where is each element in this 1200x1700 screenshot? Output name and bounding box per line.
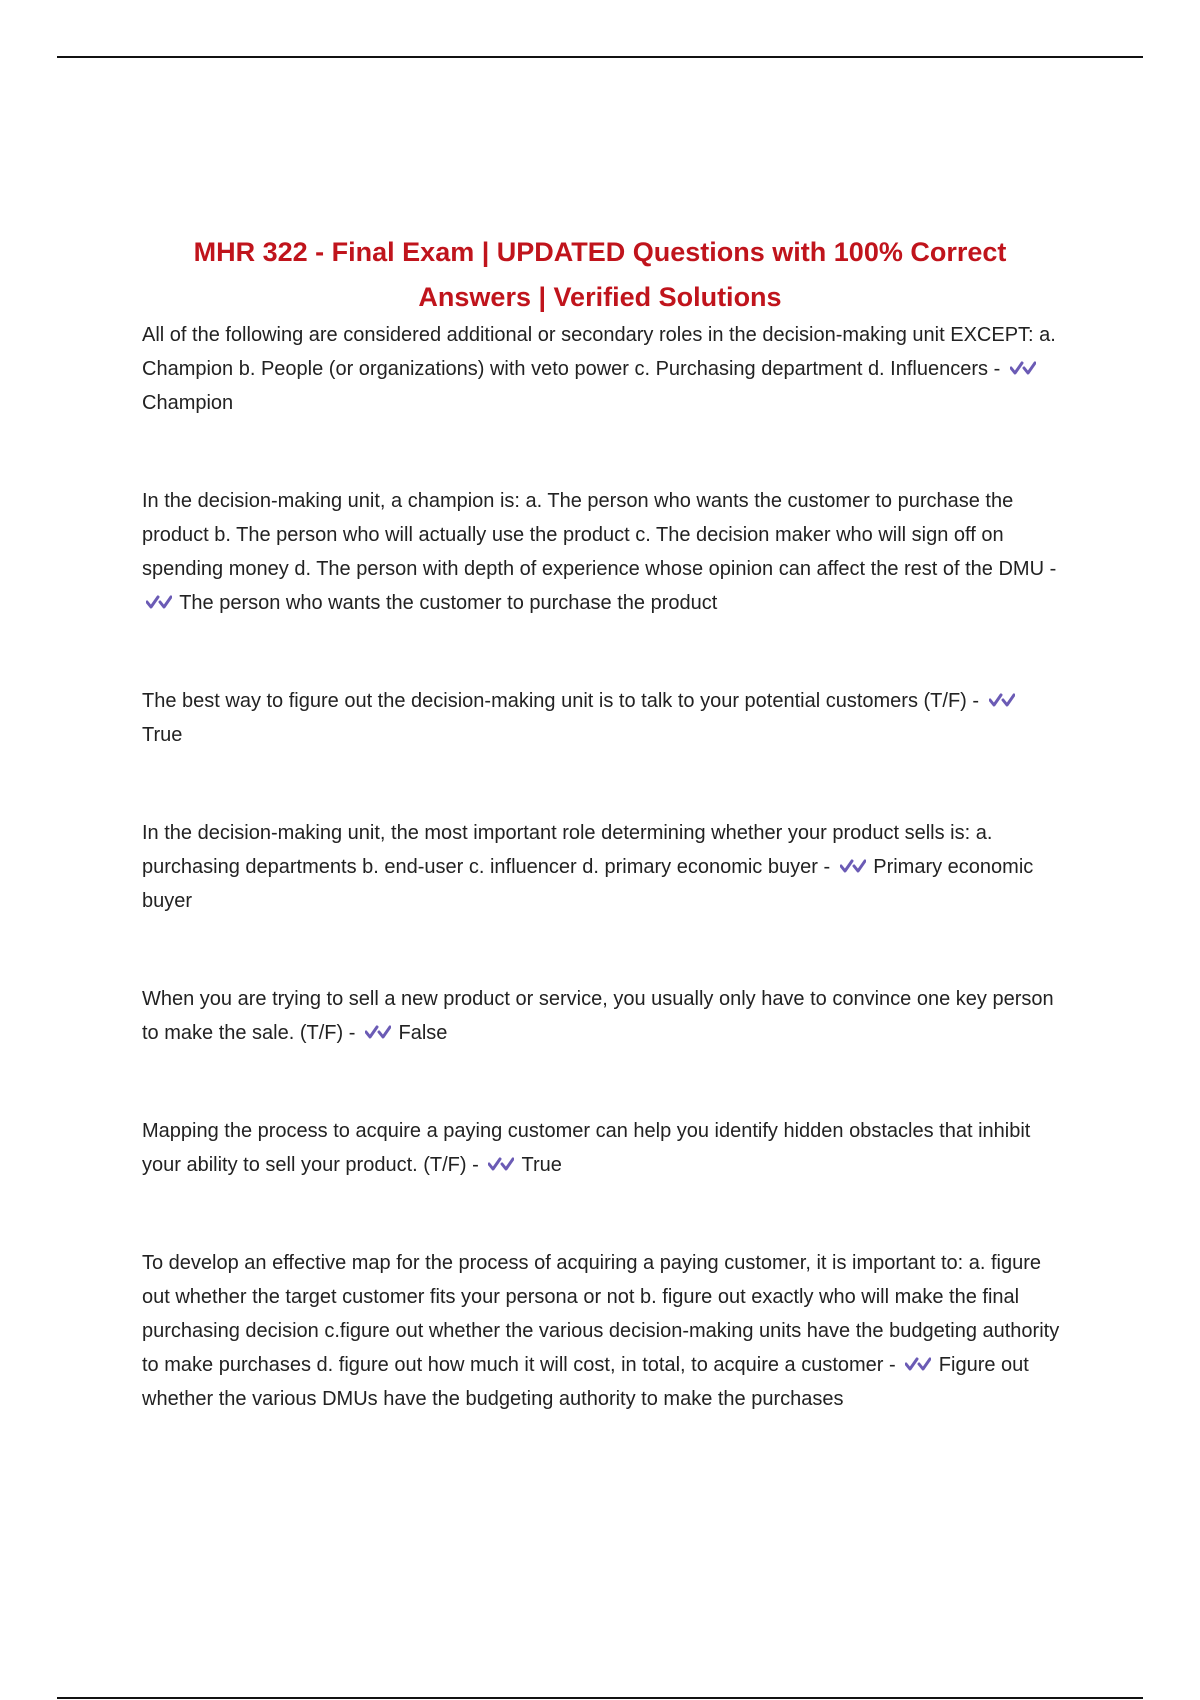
question-item [142, 318, 1062, 420]
double-check-icon [905, 1353, 931, 1375]
question-text: To develop an effective map for the process of acquiring a paying customer, it is important to: a. figure out whether the target customer fits your persona or not b. figure out exactly who will make the final purchasing decision c.figure out whether the various decision-making units have the budgeting authority to make purchases d. figure out how much it will cost, in total, to acquire a customer - [142, 1252, 1060, 1376]
answer-text: True [142, 724, 183, 746]
question-item [142, 484, 1062, 620]
question-item [142, 684, 1062, 752]
answer-text: The person who wants the customer to purchase the product [179, 592, 718, 614]
double-check-icon [365, 1021, 391, 1043]
double-check-icon [146, 591, 172, 613]
footer-rule [57, 1697, 1143, 1699]
double-check-icon [989, 689, 1015, 711]
answer-text: Champion [142, 392, 234, 414]
page-title: MHR 322 - Final Exam | UPDATED Questions with 100% Correct Answers | Verified Solutions [193, 237, 1007, 313]
question-text: In the decision-making unit, the most important role determining whether your product sells is: a. purchasing departments b. end-user c. influencer d. primary economic buyer - [142, 822, 993, 878]
answer-text: False [398, 1022, 448, 1044]
question-list [142, 318, 1062, 1416]
question-item [142, 816, 1062, 918]
question-item [142, 1246, 1062, 1416]
question-text: All of the following are considered additional or secondary roles in the decision-making unit EXCEPT: a. Champion b. People (or organizations) with veto power c. Purchasing department d. Influencers - [142, 324, 1056, 380]
header-rule [57, 56, 1143, 58]
question-item [142, 982, 1062, 1050]
answer-text: Figure out whether the various DMUs have the budgeting authority to make the purchases [142, 1354, 1029, 1410]
double-check-icon [488, 1153, 514, 1175]
question-text: The best way to figure out the decision-making unit is to talk to your potential customers (T/F) - [142, 690, 980, 712]
answer-text: Primary economic buyer [142, 856, 1034, 912]
question-text: Mapping the process to acquire a paying customer can help you identify hidden obstacles that inhibit your ability to sell your product. (T/F) - [142, 1120, 1031, 1176]
question-text: In the decision-making unit, a champion is: a. The person who wants the customer to purchase the product b. The person who will actually use the product c. The decision maker who will sign off on spending money d. The person with depth of experience whose opinion can affect the rest of the DMU - [142, 490, 1057, 580]
double-check-icon [840, 855, 866, 877]
question-text: When you are trying to sell a new product or service, you usually only have to convince one key person to make the sale. (T/F) - [142, 988, 1054, 1044]
double-check-icon [1010, 357, 1036, 379]
answer-text: True [521, 1154, 562, 1176]
question-item [142, 1114, 1062, 1182]
